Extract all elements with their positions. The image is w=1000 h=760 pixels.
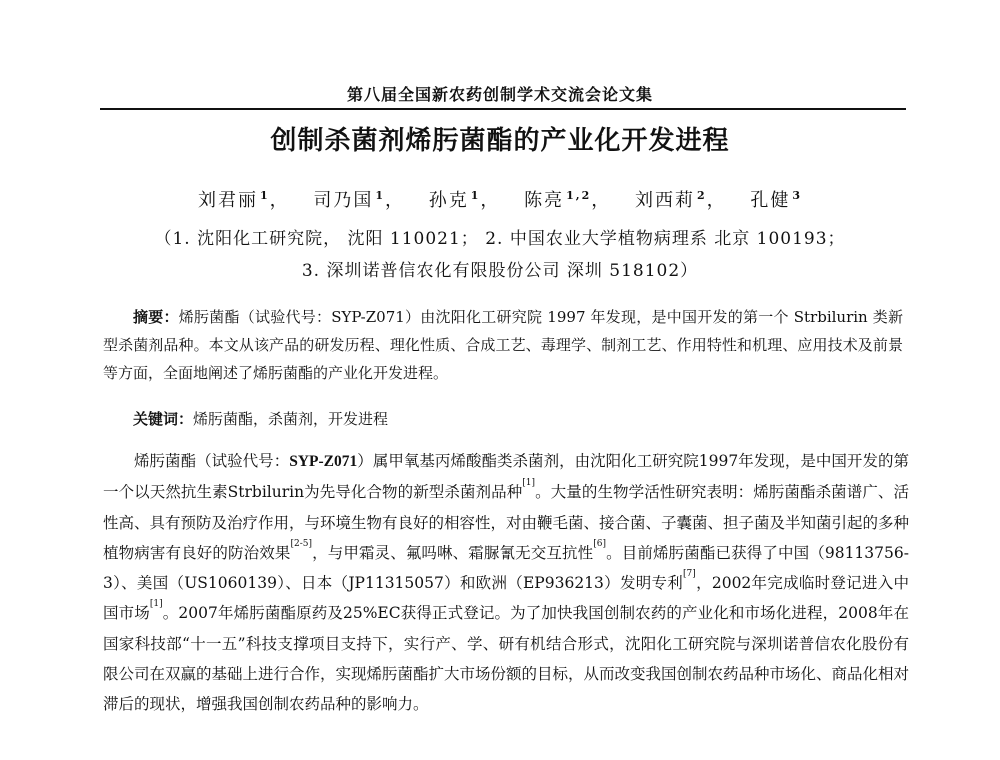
affiliation-line-1: （1. 沈阳化工研究院， 沈阳 110021； 2. 中国农业大学植物病理系 北京 100193； bbox=[154, 229, 846, 249]
author-affiliation-mark: 3 bbox=[792, 189, 803, 202]
author: 孙克 $^1$， bbox=[428, 189, 501, 211]
citation-ref: [7] bbox=[683, 569, 696, 580]
affiliation-line-2: 3. 深圳诺普信农化有限股份公司 深圳 518102） bbox=[301, 261, 699, 281]
author-name: 司乃国 bbox=[313, 190, 374, 211]
author-name: 刘君丽 bbox=[197, 190, 258, 211]
citation-ref: [6] bbox=[593, 538, 607, 549]
author-affiliation-mark: 1 bbox=[375, 189, 385, 202]
keywords-label: 关键词： bbox=[133, 410, 194, 428]
author bbox=[750, 190, 802, 211]
trial-code: SYP-Z071 bbox=[289, 453, 358, 470]
body-text-segment: 烯肟菌酯（试验代号： bbox=[134, 452, 290, 470]
author: 刘君丽 $^1$， bbox=[197, 189, 290, 211]
body-paragraph bbox=[103, 446, 909, 720]
abstract bbox=[103, 303, 903, 387]
author-name: 刘西莉 bbox=[635, 190, 695, 211]
body-text-segment: 。2007年烯肟菌酯原药及25%EC获得正式登记。为了加快我国创制农药的产业化和市场化进程，2008年在国家科技部“十一五”科技支撑项目支持下，实行产、学、研有机结合形式，沈阳化工研究院与深圳诺普信农化股份有限公司在双赢的基础上进行合作，实现烯肟菌酯扩大市场份额的目标，从而改变我国创制农药品种市场化、商品化相对滞后的现状，增强我国创制农药品种的影响力。 bbox=[103, 604, 910, 714]
author: 司乃国 $^1$， bbox=[313, 189, 405, 211]
author-list bbox=[0, 186, 1000, 212]
citation-ref: [2-5] bbox=[290, 538, 312, 549]
author-affiliation-mark: 1,2 bbox=[566, 189, 592, 202]
body-text-segment: ，2002年完成临时登记进入中国市场 bbox=[103, 574, 909, 623]
header-rule bbox=[100, 108, 906, 110]
citation-ref: [1] bbox=[522, 478, 536, 489]
keywords-text: 烯肟菌酯，杀菌剂，开发进程 bbox=[193, 410, 389, 428]
author-name: 孙克 bbox=[428, 190, 469, 211]
keywords bbox=[133, 405, 388, 433]
running-header: 第八届全国新农药创制学术交流会论文集 bbox=[346, 85, 653, 104]
author-affiliation-mark: 1 bbox=[470, 189, 481, 202]
citation-ref: [1] bbox=[149, 599, 163, 610]
body-text-segment: 。大量的生物学活性研究表明：烯肟菌酯杀菌谱广、活性高、具有预防及治疗作用，与环境生物有良好的相容性，对由鞭毛菌、接合菌、子囊菌、担子菌及半知菌引起的多种植物病害有良好的防治效果 bbox=[103, 483, 910, 562]
body-text-segment: ，与甲霜灵、氟吗啉、霜脲氰无交互抗性 bbox=[311, 543, 594, 562]
author-affiliation-mark: 2 bbox=[697, 189, 707, 202]
author: 陈亮 $^{1,2}$， bbox=[524, 189, 612, 211]
abstract-label: 摘要： bbox=[133, 308, 179, 326]
author: 刘西莉 $^2$， bbox=[635, 189, 727, 211]
abstract-text: 烯肟菌酯（试验代号：SYP-Z071）由沈阳化工研究院 1997 年发现，是中国开发的第一个 Strbilurin 类新型杀菌剂品种。本文从该产品的研发历程、理化性质、合成工艺、毒理学、制剂工艺、作用特性和机理、应用技术及前景等方面，全面地阐述了烯肟菌酯的产业化开发进程。 bbox=[103, 308, 903, 382]
paper-title: 创制杀菌剂烯肟菌酯的产业化开发进程 bbox=[270, 126, 730, 156]
author-affiliation-mark: 1 bbox=[259, 189, 270, 202]
author-name: 陈亮 bbox=[524, 190, 565, 211]
body-text-segment: 。目前烯肟菌酯已获得了中国（98113756-3）、美国（US1060139）、日本（JP11315057）和欧洲（EP936213）发明专利 bbox=[103, 543, 909, 593]
author-name: 孔健 bbox=[750, 190, 791, 211]
body-text-segment: ）属甲氧基丙烯酸酯类杀菌剂，由沈阳化工研究院1997年发现，是中国开发的第一个以天然抗生素Strbilurin为先导化合物的新型杀菌剂品种 bbox=[103, 452, 909, 502]
